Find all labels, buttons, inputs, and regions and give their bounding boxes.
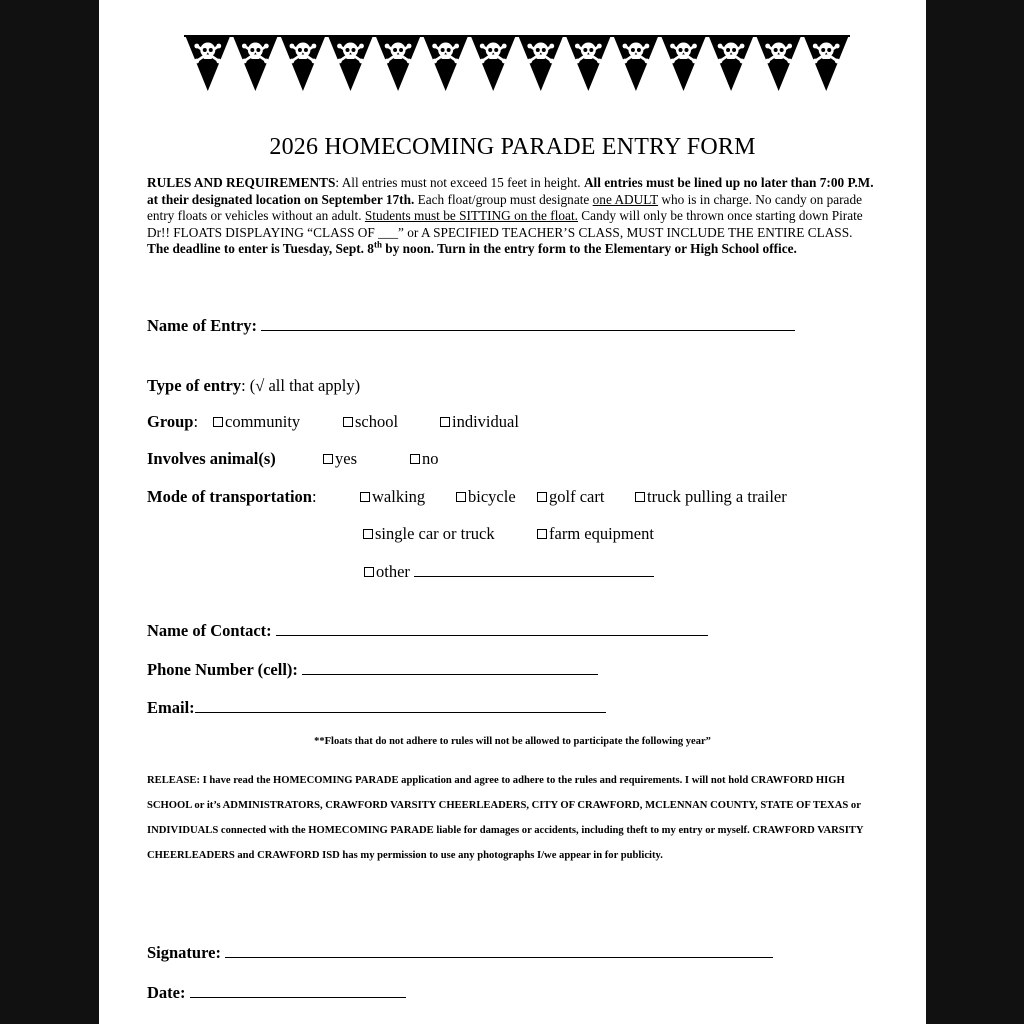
skull-flag-icon xyxy=(566,35,612,91)
transport-colon: : xyxy=(311,487,317,506)
rules-text-4: one ADULT xyxy=(592,191,659,207)
group-option-individual[interactable] xyxy=(440,412,519,432)
checkbox-icon[interactable] xyxy=(363,529,373,539)
rules-text-5: who is in charge. No candy on parade entry floats or vehicles without an adult. xyxy=(147,191,862,224)
skull-flag-icon xyxy=(756,35,802,91)
signature-field[interactable] xyxy=(225,944,773,958)
option-label: walking xyxy=(372,487,426,506)
checkbox-icon[interactable] xyxy=(323,454,333,464)
option-label: farm equipment xyxy=(549,524,654,543)
rules-paragraph xyxy=(147,175,875,258)
skull-flag-icon xyxy=(328,35,374,91)
transport-option-walking[interactable] xyxy=(360,487,425,507)
skull-flag-icon xyxy=(613,35,659,91)
date-field[interactable] xyxy=(190,984,406,998)
checkbox-icon[interactable] xyxy=(360,492,370,502)
animals-label: Involves animal(s) xyxy=(147,449,276,468)
rules-warning-note: **Floats that do not adhere to rules will not be allowed to participate the following year” xyxy=(314,736,711,747)
skull-flag-icon xyxy=(518,35,564,91)
rules-label: RULES AND REQUIREMENTS xyxy=(147,175,336,190)
skull-flag-icon xyxy=(233,35,279,91)
date-label: Date: xyxy=(147,983,186,1002)
name-of-entry-label: Name of Entry: xyxy=(147,316,257,335)
group-option-school[interactable] xyxy=(343,412,398,432)
other-transport-field[interactable] xyxy=(414,563,654,577)
name-of-entry-field[interactable] xyxy=(261,317,795,331)
skull-flag-icon xyxy=(280,35,326,91)
option-label: community xyxy=(225,412,301,431)
rules-text-1: : All entries must not exceed 15 feet in height. xyxy=(335,175,584,190)
type-of-entry-hint: : (√ all that apply) xyxy=(241,376,361,395)
checkbox-icon[interactable] xyxy=(440,417,450,427)
checkbox-icon[interactable] xyxy=(364,567,374,577)
group-option-community[interactable] xyxy=(213,412,300,432)
pirate-bunting xyxy=(184,35,850,95)
checkbox-icon[interactable] xyxy=(537,529,547,539)
contact-label: Name of Contact: xyxy=(147,621,272,640)
phone-row xyxy=(147,660,598,680)
contact-row xyxy=(147,621,708,641)
phone-label: Phone Number (cell): xyxy=(147,660,298,679)
option-label: yes xyxy=(335,449,357,468)
animals-row xyxy=(147,449,276,469)
animals-option-yes[interactable] xyxy=(323,449,357,469)
skull-flag-icon xyxy=(803,35,849,91)
transport-row xyxy=(147,487,317,507)
transport-option-bicycle[interactable] xyxy=(456,487,516,507)
checkbox-icon[interactable] xyxy=(213,417,223,427)
email-row xyxy=(147,698,606,718)
rules-text-8: The deadline to enter is Tuesday, Sept. 8 xyxy=(147,241,374,257)
skull-flag-icon xyxy=(470,35,516,91)
checkbox-icon[interactable] xyxy=(537,492,547,502)
rules-text-2: All entries must be lined up no later than 7:00 P.M. at their designated location on September 17th. xyxy=(147,175,874,207)
group-row xyxy=(147,412,198,432)
rules-text-3: Each float/group must designate xyxy=(414,191,593,207)
option-label: bicycle xyxy=(468,487,516,506)
transport-option-single-car[interactable] xyxy=(363,524,495,544)
rules-text-6: Students must be SITTING on the float. xyxy=(364,208,578,224)
contact-field[interactable] xyxy=(276,622,708,636)
skull-flag-icon xyxy=(661,35,707,91)
skull-flag-icon xyxy=(185,35,231,91)
skull-flag-icon xyxy=(708,35,754,91)
signature-label: Signature: xyxy=(147,943,221,962)
type-of-entry-label: Type of entry xyxy=(147,376,242,395)
skull-flag-bunting-icon xyxy=(184,35,850,95)
option-label: other xyxy=(376,562,410,581)
rules-text-8-sup: th xyxy=(373,239,382,250)
transport-option-truck-trailer[interactable] xyxy=(635,487,787,507)
group-label: Group xyxy=(147,412,194,431)
option-label: single car or truck xyxy=(375,524,495,543)
name-of-entry-row xyxy=(147,316,795,336)
option-label: school xyxy=(355,412,399,431)
checkbox-icon[interactable] xyxy=(343,417,353,427)
group-colon: : xyxy=(193,412,199,431)
option-label: golf cart xyxy=(549,487,605,506)
transport-option-other[interactable] xyxy=(364,562,654,582)
release-statement: RELEASE: I have read the HOMECOMING PARADE application and agree to adhere to the rules and requirements. I will not hold CRAWFORD HIGH SCHOOL or it’s ADMINISTRATORS, CRAWFORD VARSITY CHEERLEADERS, CITY OF CRAWFORD, MCLENNAN COUNTY, STATE OF TEXAS or INDIVIDUALS connected with the HOMECOMING PARADE liable for damages or accidents, including theft to my entry or myself. CRAWFORD VARSITY CHEERLEADERS and CRAWFORD ISD has my permission to use any photographs I/we appear in for publicity. xyxy=(147,775,864,861)
transport-option-golf-cart[interactable] xyxy=(537,487,604,507)
option-label: no xyxy=(422,449,439,468)
email-field[interactable] xyxy=(195,699,606,713)
form-page xyxy=(99,0,926,1024)
animals-option-no[interactable] xyxy=(410,449,439,469)
option-label: individual xyxy=(452,412,519,431)
rules-text-7: Candy will only be thrown once starting down Pirate Dr!! FLOATS DISPLAYING “CLASS OF ___” or A SPECIFIED TEACHER’S CLASS, MUST INCLUDE THE ENTIRE CLASS. xyxy=(147,208,863,240)
checkbox-icon[interactable] xyxy=(456,492,466,502)
checkbox-icon[interactable] xyxy=(410,454,420,464)
checkbox-icon[interactable] xyxy=(635,492,645,502)
skull-flag-icon xyxy=(375,35,421,91)
signature-row xyxy=(147,943,773,963)
transport-label: Mode of transportation xyxy=(147,487,312,506)
type-of-entry-row xyxy=(147,376,360,396)
form-title: 2026 HOMECOMING PARADE ENTRY FORM xyxy=(269,134,756,160)
email-label: Email: xyxy=(147,698,195,717)
phone-field[interactable] xyxy=(302,661,598,675)
option-label: truck pulling a trailer xyxy=(647,487,787,506)
transport-option-farm-equipment[interactable] xyxy=(537,524,654,544)
date-row xyxy=(147,983,406,1003)
rules-text-9: by noon. Turn in the entry form to the Elementary or High School office. xyxy=(381,241,797,257)
skull-flag-icon xyxy=(423,35,469,91)
